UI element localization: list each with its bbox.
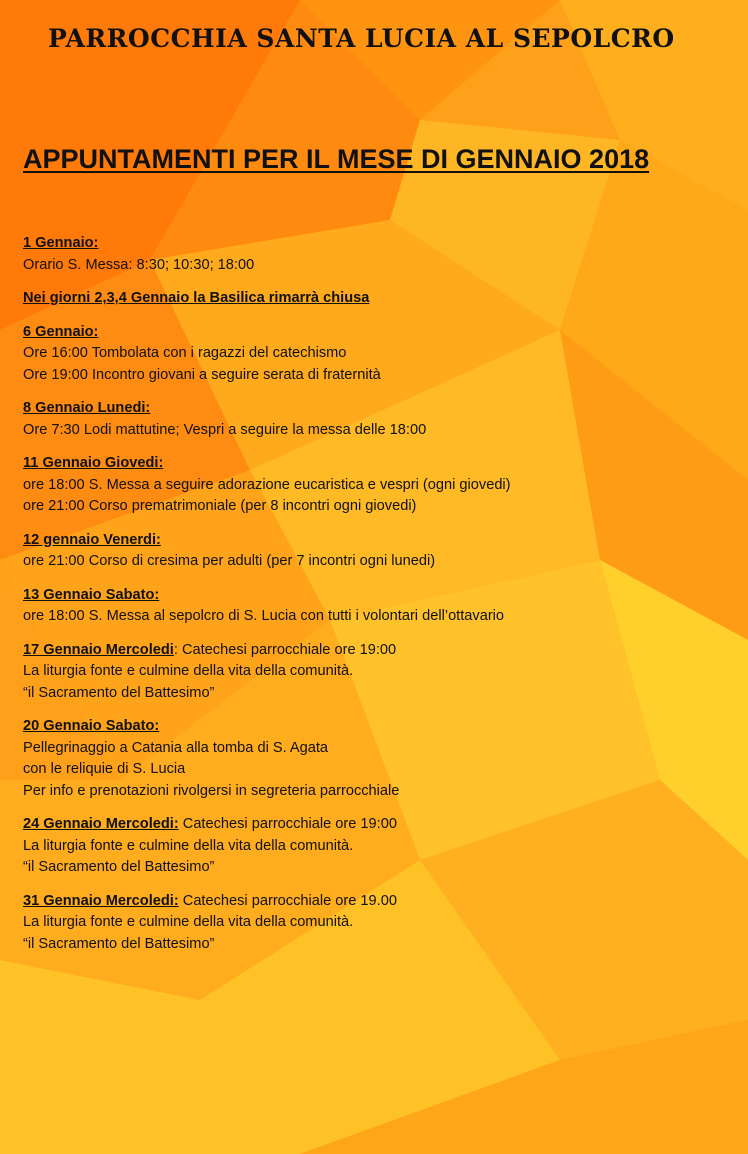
- event-8-gennaio: [23, 398, 723, 441]
- event-11-gennaio: [23, 453, 723, 518]
- event-detail: “il Sacramento del Battesimo”: [23, 684, 215, 701]
- event-date: 17 Gennaio Mercoledi: [23, 641, 174, 658]
- event-date: 1 Gennaio:: [23, 235, 99, 251]
- event-inline-detail: : Catechesi parrocchiale ore 19:00: [173, 641, 397, 658]
- event-detail: Ore 16:00 Tombolata con i ragazzi del catechismo: [23, 345, 347, 361]
- event-detail: ore 18:00 S. Messa al sepolcro di S. Lucia con tutti i volontari dell’ottavario: [23, 608, 505, 624]
- event-detail: “il Sacramento del Battesimo”: [23, 859, 215, 875]
- closure-notice: [23, 288, 723, 310]
- event-detail: ore 21:00 Corso prematrimoniale (per 8 incontri ogni giovedi): [23, 498, 417, 514]
- event-31-gennaio: [23, 891, 723, 956]
- event-24-gennaio: [23, 814, 723, 879]
- event-detail: ore 18:00 S. Messa a seguire adorazione eucaristica e vespri (ogni giovedi): [23, 476, 511, 493]
- parish-name: PARROCCHIA SANTA LUCIA AL SEPOLCRO: [48, 24, 675, 53]
- event-date: 8 Gennaio Lunedi:: [23, 400, 151, 416]
- event-17-gennaio: [23, 640, 723, 705]
- event-detail: Per info e prenotazioni rivolgersi in segreteria parrocchiale: [23, 782, 400, 799]
- event-detail: con le reliquie di S. Lucia: [23, 761, 186, 777]
- event-inline-detail: Catechesi parrocchiale ore 19:00: [178, 816, 397, 832]
- event-detail: Ore 19:00 Incontro giovani a seguire serata di fraternità: [23, 366, 381, 383]
- event-date: 13 Gennaio Sabato:: [23, 586, 160, 603]
- event-date: 24 Gennaio Mercoledi:: [23, 816, 179, 832]
- event-detail: ore 21:00 Corso di cresima per adulti (per 7 incontri ogni lunedi): [23, 553, 436, 569]
- event-date: 20 Gennaio Sabato:: [23, 718, 160, 734]
- event-inline-detail: Catechesi parrocchiale ore 19.00: [178, 892, 397, 909]
- event-date: 11 Gennaio Giovedi:: [23, 455, 164, 471]
- event-6-gennaio: [23, 322, 723, 387]
- event-detail: La liturgia fonte e culmine della vita della comunità.: [23, 837, 354, 854]
- event-date: 6 Gennaio:: [23, 323, 99, 340]
- event-list: [23, 233, 723, 967]
- event-20-gennaio: [23, 716, 723, 802]
- event-12-gennaio: [23, 530, 723, 573]
- event-date: 12 gennaio Venerdi:: [23, 531, 161, 548]
- event-detail: La liturgia fonte e culmine della vita della comunità.: [23, 914, 354, 930]
- event-detail: La liturgia fonte e culmine della vita della comunità.: [23, 663, 354, 679]
- event-detail: Orario S. Messa: 8:30; 10:30; 18:00: [23, 256, 255, 273]
- event-detail: “il Sacramento del Battesimo”: [23, 935, 215, 952]
- event-1-gennaio: [23, 233, 723, 276]
- page-title: APPUNTAMENTI PER IL MESE DI GENNAIO 2018: [23, 144, 650, 174]
- notice-text: Nei giorni 2,3,4 Gennaio la Basilica rimarrà chiusa: [23, 290, 370, 306]
- event-date: 31 Gennaio Mercoledi:: [23, 892, 179, 909]
- event-13-gennaio: [23, 585, 723, 628]
- event-detail: Ore 7:30 Lodi mattutine; Vespri a seguire la messa delle 18:00: [23, 421, 427, 438]
- event-detail: Pellegrinaggio a Catania alla tomba di S. Agata: [23, 739, 329, 756]
